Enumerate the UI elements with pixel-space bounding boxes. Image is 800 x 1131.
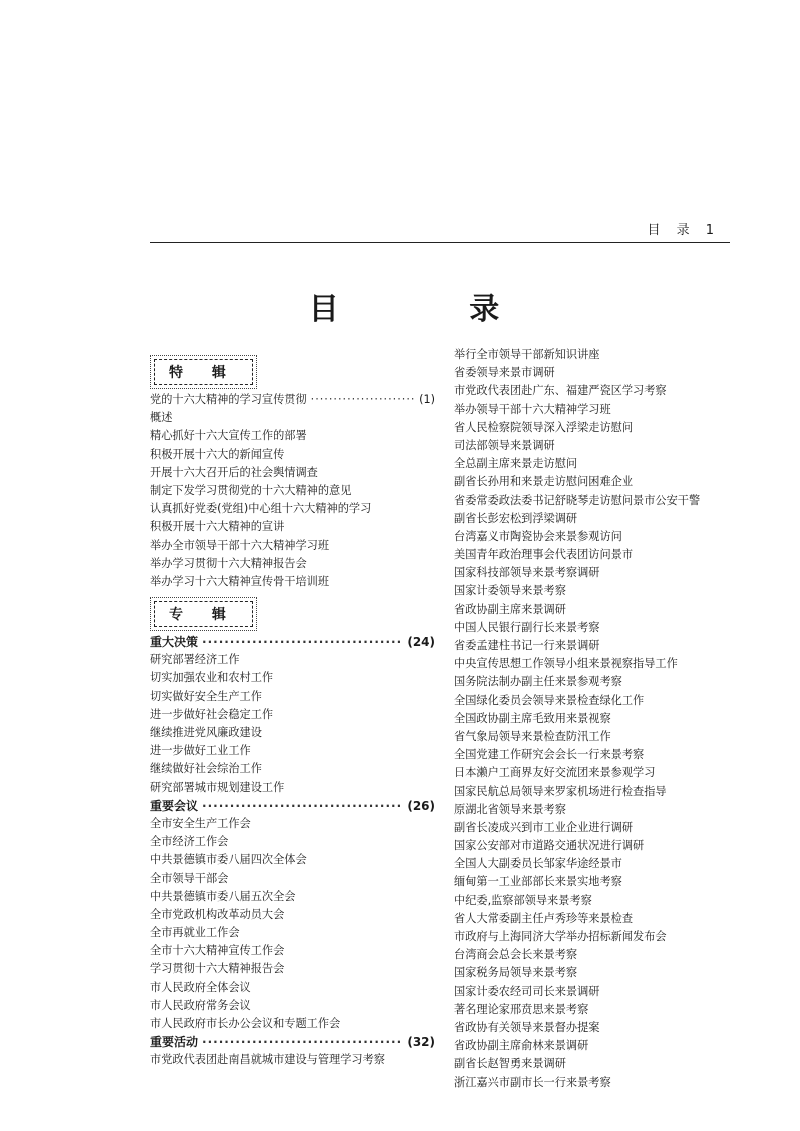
toc-item[interactable]: 举办学习贯彻十六大精神报告会 [150, 556, 307, 570]
toc-item[interactable]: 副省长凌成兴到市工业企业进行调研 [454, 820, 634, 834]
toc-item[interactable]: 省人民检察院领导深入浮梁走访慰问 [454, 420, 634, 434]
toc-item[interactable]: 市政府与上海同济大学举办招标新闻发布会 [454, 930, 667, 943]
toc-item[interactable]: 全市经济工作会 [150, 835, 229, 849]
toc-item[interactable]: 国家民航总局领导来罗家机场进行检查指导 [454, 784, 667, 798]
toc-heading-important-meetings[interactable]: 重要会议 ····· (26) [150, 797, 435, 815]
toc-item[interactable]: 国家计委领导来景考察 [454, 584, 566, 598]
toc-item[interactable]: 继续做好社会综治工作 [150, 762, 262, 776]
toc-item[interactable]: 积极开展十六大的新闻宣传 [150, 447, 285, 461]
toc-item[interactable]: 举办领导干部十六大精神学习班 [454, 402, 611, 416]
toc-item[interactable]: 副省长孙用和来景走访慰问困难企业 [454, 475, 634, 489]
toc-item[interactable]: 中共景德镇市委八届五次全会 [150, 889, 296, 903]
toc-item[interactable]: 缅甸第一工业部部长来景实地考察 [454, 875, 622, 889]
toc-item[interactable]: 概述 [150, 411, 173, 425]
toc-item[interactable]: 开展十六大召开后的社会舆情调查 [150, 465, 318, 479]
toc-item[interactable]: 省气象局领导来景检查防汛工作 [454, 729, 611, 743]
toc-item[interactable]: 全市安全生产工作会 [150, 816, 251, 830]
toc-item[interactable]: 中纪委,监察部领导来景考察 [454, 893, 592, 907]
toc-heading-major-decisions[interactable]: 重大决策 ····· (24) [150, 633, 435, 651]
toc-item[interactable]: 国家公安部对市道路交通状况进行调研 [454, 839, 645, 853]
toc-item[interactable]: 全国人大副委员长邹家华途经景市 [454, 857, 622, 871]
toc-item[interactable]: 国家计委农经司司长来景调研 [454, 984, 600, 998]
toc-item[interactable]: 市党政代表团赴广东、福建严瓷区学习考察 [454, 384, 667, 398]
toc-item[interactable]: 浙江嘉兴市副市长一行来景考察 [454, 1075, 611, 1089]
toc-item[interactable]: 中央宣传思想工作领导小组来景视察指导工作 [454, 657, 678, 671]
toc-item[interactable]: 举办全市领导干部十六大精神学习班 [150, 538, 330, 552]
leader-dots [202, 797, 403, 815]
toc-item[interactable]: 副省长赵智勇来景调研 [454, 1057, 566, 1071]
toc-item[interactable]: 学习贯彻十六大精神报告会 [150, 962, 285, 976]
section-label-album: 专 辑 [154, 601, 253, 627]
toc-item[interactable]: 市人民政府常务会议 [150, 998, 251, 1012]
toc-item[interactable]: 切实做好安全生产工作 [150, 689, 262, 703]
leader-dots [202, 1033, 403, 1051]
toc-item[interactable]: 副省长彭宏松到浮梁调研 [454, 511, 578, 525]
toc-item[interactable]: 美国青年政治理事会代表团访问景市 [454, 548, 634, 562]
toc-item[interactable]: 继续推进党风廉政建设 [150, 726, 262, 739]
toc-item[interactable]: 省委孟建柱书记一行来景调研 [454, 639, 600, 652]
toc-item[interactable]: 积极开展十六大精神的宣讲 [150, 520, 285, 534]
toc-item[interactable]: 市人民政府市长办公会议和专题工作会 [150, 1017, 341, 1030]
toc-item[interactable]: 精心抓好十六大宣传工作的部署 [150, 429, 307, 443]
toc-item[interactable]: 市人民政府全体会议 [150, 980, 251, 994]
toc-entry[interactable]: 党的十六大精神的学习宣传贯彻 ····· (1) [150, 391, 435, 409]
toc-item[interactable]: 全市再就业工作会 [150, 926, 240, 940]
toc-heading-important-activities[interactable]: 重要活动 ····· (32) [150, 1033, 435, 1051]
toc-item[interactable]: 台湾商会总会长来景考察 [454, 948, 578, 962]
toc-item[interactable]: 省人大常委副主任卢秀珍等来景检查 [454, 911, 634, 925]
toc-item[interactable]: 省委常委政法委书记舒晓琴走访慰问景市公安干警 [454, 493, 701, 507]
toc-item[interactable]: 认真抓好党委(党组)中心组十六大精神的学习 [150, 502, 372, 516]
page-title: 目 录 [308, 292, 560, 327]
toc-item[interactable]: 司法部领导来景调研 [454, 438, 555, 452]
toc-item[interactable]: 国家税务局领导来景考察 [454, 966, 578, 980]
running-head [150, 216, 730, 243]
toc-item[interactable]: 研究部署经济工作 [150, 653, 240, 667]
toc-item[interactable]: 进一步做好工业工作 [150, 744, 251, 758]
toc-item[interactable]: 全国政协副主席毛致用来景视察 [454, 711, 611, 725]
toc-item[interactable]: 全市领导干部会 [150, 871, 229, 885]
toc-item[interactable]: 举办学习十六大精神宣传骨干培训班 [150, 574, 330, 588]
toc-item[interactable]: 切实加强农业和农村工作 [150, 671, 274, 685]
toc-item[interactable]: 省委领导来景市调研 [454, 366, 555, 380]
leader-dots [202, 633, 403, 651]
toc-item[interactable]: 市党政代表团赴南昌就城市建设与管理学习考察 [150, 1053, 385, 1067]
toc-item[interactable]: 全国党建工作研究会会长一行来景考察 [454, 748, 645, 762]
toc-item[interactable]: 中国人民银行副行长来景考察 [454, 620, 600, 634]
toc-item[interactable]: 国务院法制办副主任来景参观考察 [454, 675, 622, 689]
toc-item[interactable]: 省政协副主席来景调研 [454, 602, 566, 616]
toc-item[interactable]: 著名理论家邢贲思来景考察 [454, 1002, 589, 1016]
toc-item[interactable]: 日本濑户工商界友好交流团来景参观学习 [454, 766, 656, 780]
toc-item[interactable]: 全总副主席来景走访慰问 [454, 457, 578, 471]
toc-item[interactable]: 原湖北省领导来景考察 [454, 802, 566, 816]
running-head-text: 目 录 1 [647, 223, 720, 238]
toc-item[interactable]: 全国绿化委员会领导来景检查绿化工作 [454, 693, 645, 707]
toc-item[interactable]: 省政协副主席俞林来景调研 [454, 1039, 589, 1053]
toc-item[interactable]: 制定下发学习贯彻党的十六大精神的意见 [150, 483, 352, 497]
toc-item[interactable]: 研究部署城市规划建设工作 [150, 780, 285, 794]
toc-item[interactable]: 国家科技部领导来景考察调研 [454, 566, 600, 580]
toc-right-column [454, 346, 744, 1092]
toc-item[interactable]: 全市党政机构改革动员大会 [150, 907, 285, 921]
leader-dots [311, 391, 416, 409]
toc-item[interactable]: 中共景德镇市委八届四次全体会 [150, 853, 307, 867]
toc-item[interactable]: 全市十六大精神宣传工作会 [150, 944, 285, 958]
toc-item[interactable]: 举行全市领导干部新知识讲座 [454, 348, 600, 361]
toc-item[interactable]: 进一步做好社会稳定工作 [150, 707, 274, 721]
toc-left-column [150, 355, 435, 1070]
section-label-special: 特 辑 [154, 359, 253, 385]
toc-item[interactable]: 省政协有关领导来景督办提案 [454, 1020, 600, 1034]
toc-item[interactable]: 台湾嘉义市陶瓷协会来景参观访问 [454, 529, 622, 543]
